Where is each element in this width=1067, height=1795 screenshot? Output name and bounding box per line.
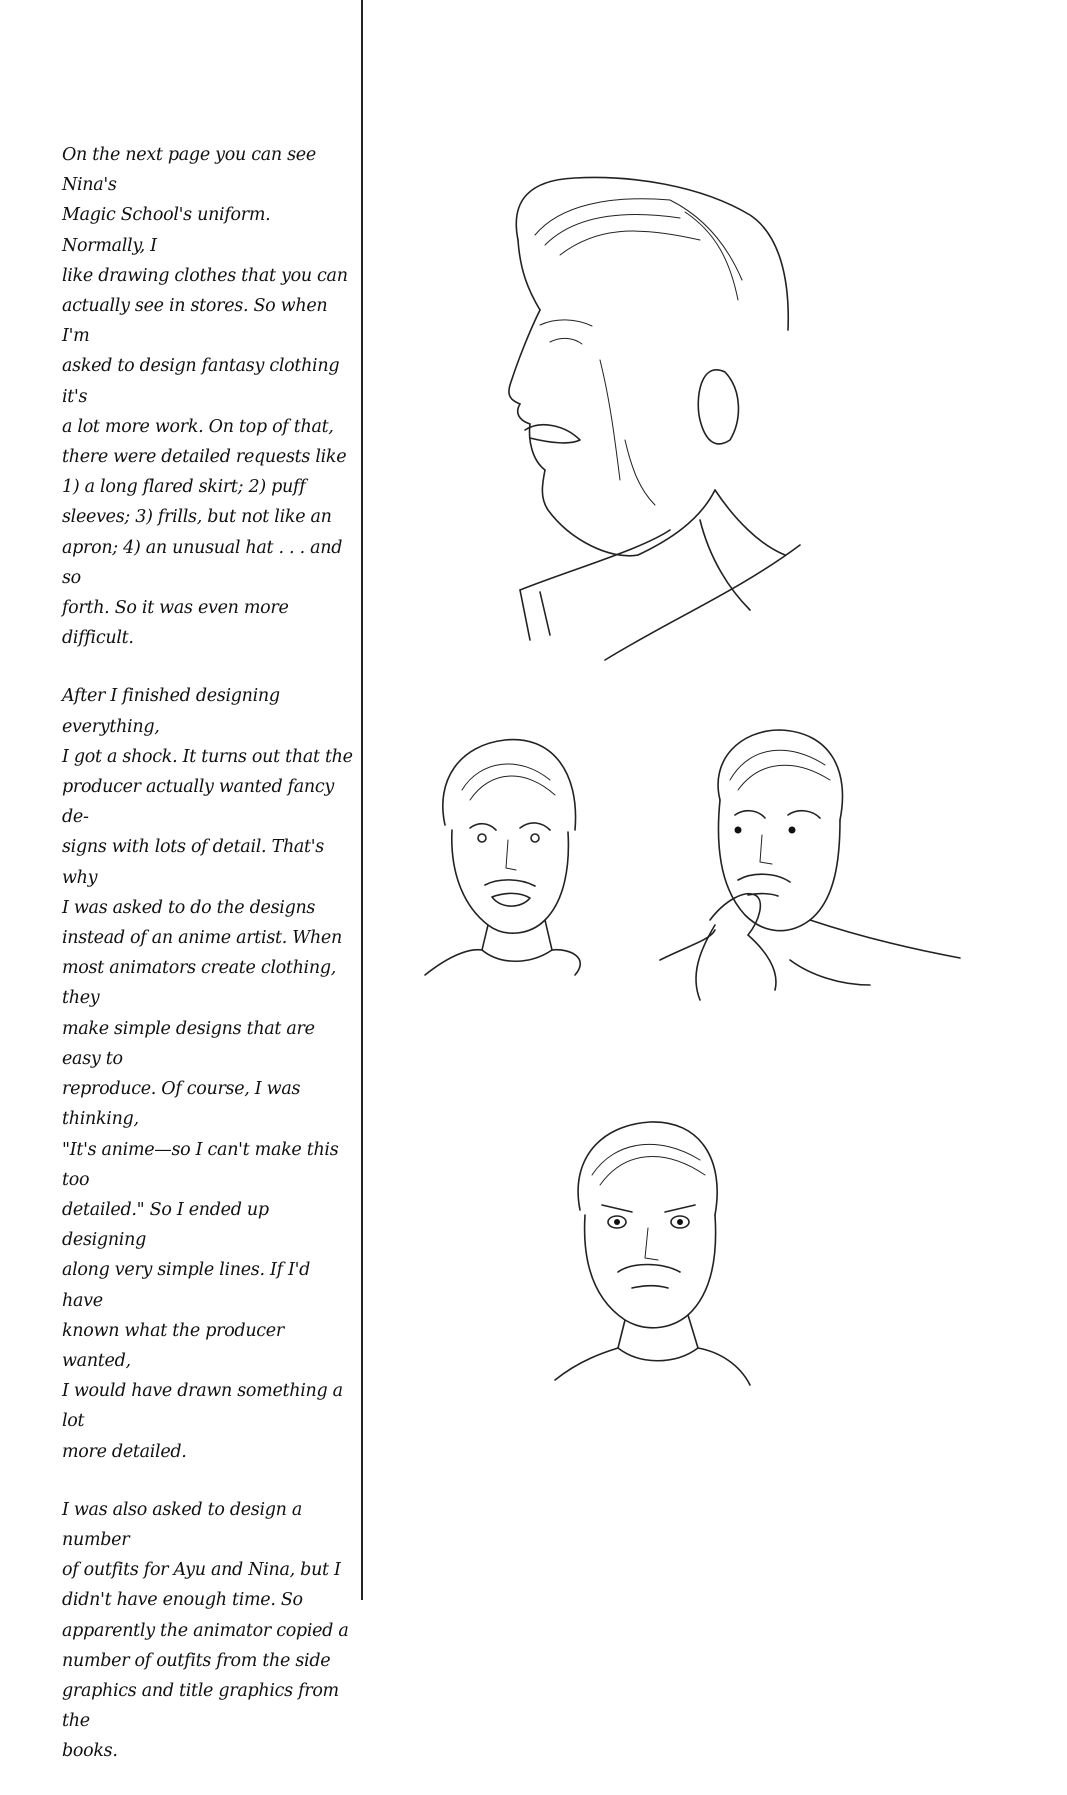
paragraph-3: I was also asked to design a number of outfits for Ayu and Nina, but I didn't have enough time. So apparently the animator copied a number of outfits from the side graphics and title graphics from the books. bbox=[62, 1499, 349, 1762]
thinking-face-sketch bbox=[660, 730, 960, 1000]
profile-head-sketch bbox=[509, 177, 800, 660]
commentary-text bbox=[62, 140, 354, 1795]
worried-face-sketch bbox=[425, 740, 580, 975]
character-sketches bbox=[370, 0, 1067, 1600]
column-divider bbox=[361, 0, 363, 1600]
paragraph-2: After I finished designing everything, I got a shock. It turns out that the producer actually wanted fancy de- signs with lots of detail. That's why I was asked to do the designs instead of an anime artist. When most animators create clothing, they make simple designs that are easy to reproduce. Of course, I was thinking, "It's anime—so I can't make this too detailed." So I ended up designing along very simple lines. If I'd have known what the producer wanted, I would have drawn something a lot more detailed. bbox=[62, 686, 353, 1462]
paragraph-1: On the next page you can see Nina's Magic School's uniform. Normally, I like drawing clothes that you can actually see in stores. So when I'm asked to design fantasy clothing it's a lot more work. On top of that, there were detailed requests like 1) a long flared skirt; 2) puff sleeves; 3) frills, but not like an apron; 4) an unusual hat . . . and so forth. So it was even more difficult. bbox=[62, 145, 348, 649]
stern-face-sketch bbox=[555, 1122, 750, 1385]
